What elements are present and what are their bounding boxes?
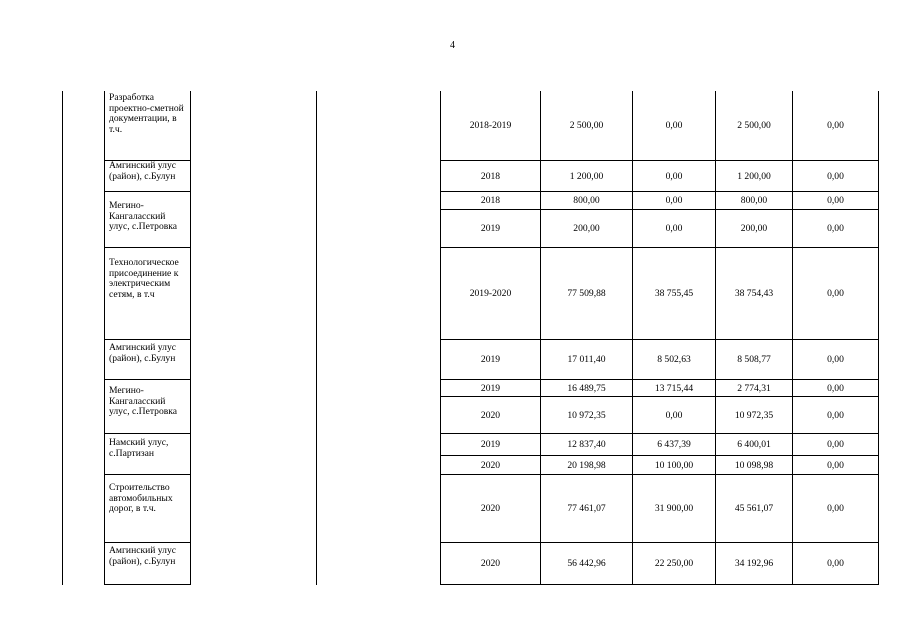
table-row [441, 210, 878, 248]
period-cell: 2020 [480, 459, 501, 471]
value-cell: 1 200,00 [715, 161, 792, 191]
period-cell: 2019 [480, 439, 501, 450]
table-row [441, 456, 878, 475]
total-cell: 17 011,40 [540, 340, 632, 379]
total-cell: 200,00 [540, 210, 632, 247]
middle-border-line [316, 91, 317, 585]
description-cell: Разработка проектно-сметной документации, в т.ч. [105, 91, 190, 161]
period-cell: 2019 [480, 382, 501, 394]
value-cell: 0,00 [792, 456, 878, 474]
value-cell: 2 774,31 [715, 380, 792, 396]
description-cell: Амгинский улус (район), с.Булун [105, 340, 190, 380]
total-cell: 56 442,96 [540, 543, 632, 584]
value-cell: 0,00 [632, 192, 715, 209]
total-cell: 2 500,00 [540, 91, 632, 160]
total-cell: 16 489,75 [540, 380, 632, 396]
period-cell: 2019 [480, 354, 501, 365]
value-cell: 0,00 [632, 397, 715, 433]
description-cell: Амгинский улус (район), с.Булун [105, 543, 190, 585]
value-cell: 0,00 [792, 161, 878, 191]
period-cell: 2020 [480, 409, 501, 421]
value-cell: 22 250,00 [632, 543, 715, 584]
value-cell: 0,00 [792, 543, 878, 584]
value-cell: 0,00 [792, 248, 878, 339]
table-row [441, 248, 878, 340]
period-cell: 2020 [480, 558, 501, 569]
value-cell: 45 561,07 [715, 475, 792, 542]
description-cell: Технологическое присоединение к электрическим сетям, в т.ч [105, 248, 190, 340]
value-cell: 0,00 [792, 397, 878, 433]
table-row [441, 192, 878, 210]
description-cell: Строительство автомобильных дорог, в т.ч. [105, 475, 190, 543]
description-cell: Намский улус, с.Партизан [105, 434, 190, 475]
value-cell: 0,00 [792, 210, 878, 247]
value-cell: 0,00 [792, 91, 878, 160]
value-cell: 38 754,43 [715, 248, 792, 339]
description-column [104, 91, 191, 585]
description-cell: Мегино-Кангаласский улус, с.Петровка [105, 380, 190, 434]
value-cell: 0,00 [792, 380, 878, 396]
total-cell: 10 972,35 [540, 397, 632, 433]
period-cell: 2020 [480, 503, 501, 514]
table-row [441, 475, 878, 543]
value-cell: 800,00 [715, 192, 792, 209]
funding-table [440, 91, 879, 585]
value-cell: 0,00 [792, 434, 878, 455]
period-cell: 2018 [480, 170, 501, 182]
value-cell: 34 192,96 [715, 543, 792, 584]
period-cell: 2018 [480, 195, 501, 206]
value-cell: 10 098,98 [715, 456, 792, 474]
page-number: 4 [450, 40, 455, 51]
value-cell: 8 508,77 [715, 340, 792, 379]
table-row [441, 340, 878, 380]
total-cell: 20 198,98 [540, 456, 632, 474]
table-row [441, 543, 878, 585]
total-cell: 1 200,00 [540, 161, 632, 191]
table-row [441, 434, 878, 456]
value-cell: 0,00 [792, 475, 878, 542]
value-cell: 38 755,45 [632, 248, 715, 339]
description-cell: Мегино-Кангаласский улус, с.Петровка [105, 192, 190, 248]
description-cell: Амгинский улус (район), с.Булун [105, 161, 190, 192]
table-row [441, 161, 878, 192]
period-cell: 2019 [480, 223, 501, 234]
value-cell: 6 437,39 [632, 434, 715, 455]
value-cell: 0,00 [632, 91, 715, 160]
value-cell: 10 972,35 [715, 397, 792, 433]
period-cell: 2019-2020 [469, 288, 512, 299]
value-cell: 10 100,00 [632, 456, 715, 474]
period-cell: 2018-2019 [469, 120, 512, 131]
value-cell: 2 500,00 [715, 91, 792, 160]
table-row [441, 397, 878, 434]
value-cell: 0,00 [792, 340, 878, 379]
value-cell: 0,00 [632, 210, 715, 247]
value-cell: 200,00 [715, 210, 792, 247]
value-cell: 31 900,00 [632, 475, 715, 542]
value-cell: 6 400,01 [715, 434, 792, 455]
total-cell: 77 509,88 [540, 248, 632, 339]
total-cell: 800,00 [540, 192, 632, 209]
total-cell: 77 461,07 [540, 475, 632, 542]
value-cell: 8 502,63 [632, 340, 715, 379]
value-cell: 0,00 [632, 161, 715, 191]
total-cell: 12 837,40 [540, 434, 632, 455]
value-cell: 0,00 [792, 192, 878, 209]
table-row [441, 380, 878, 397]
value-cell: 13 715,44 [632, 380, 715, 396]
left-border-line [62, 91, 63, 585]
table-row [441, 91, 878, 161]
